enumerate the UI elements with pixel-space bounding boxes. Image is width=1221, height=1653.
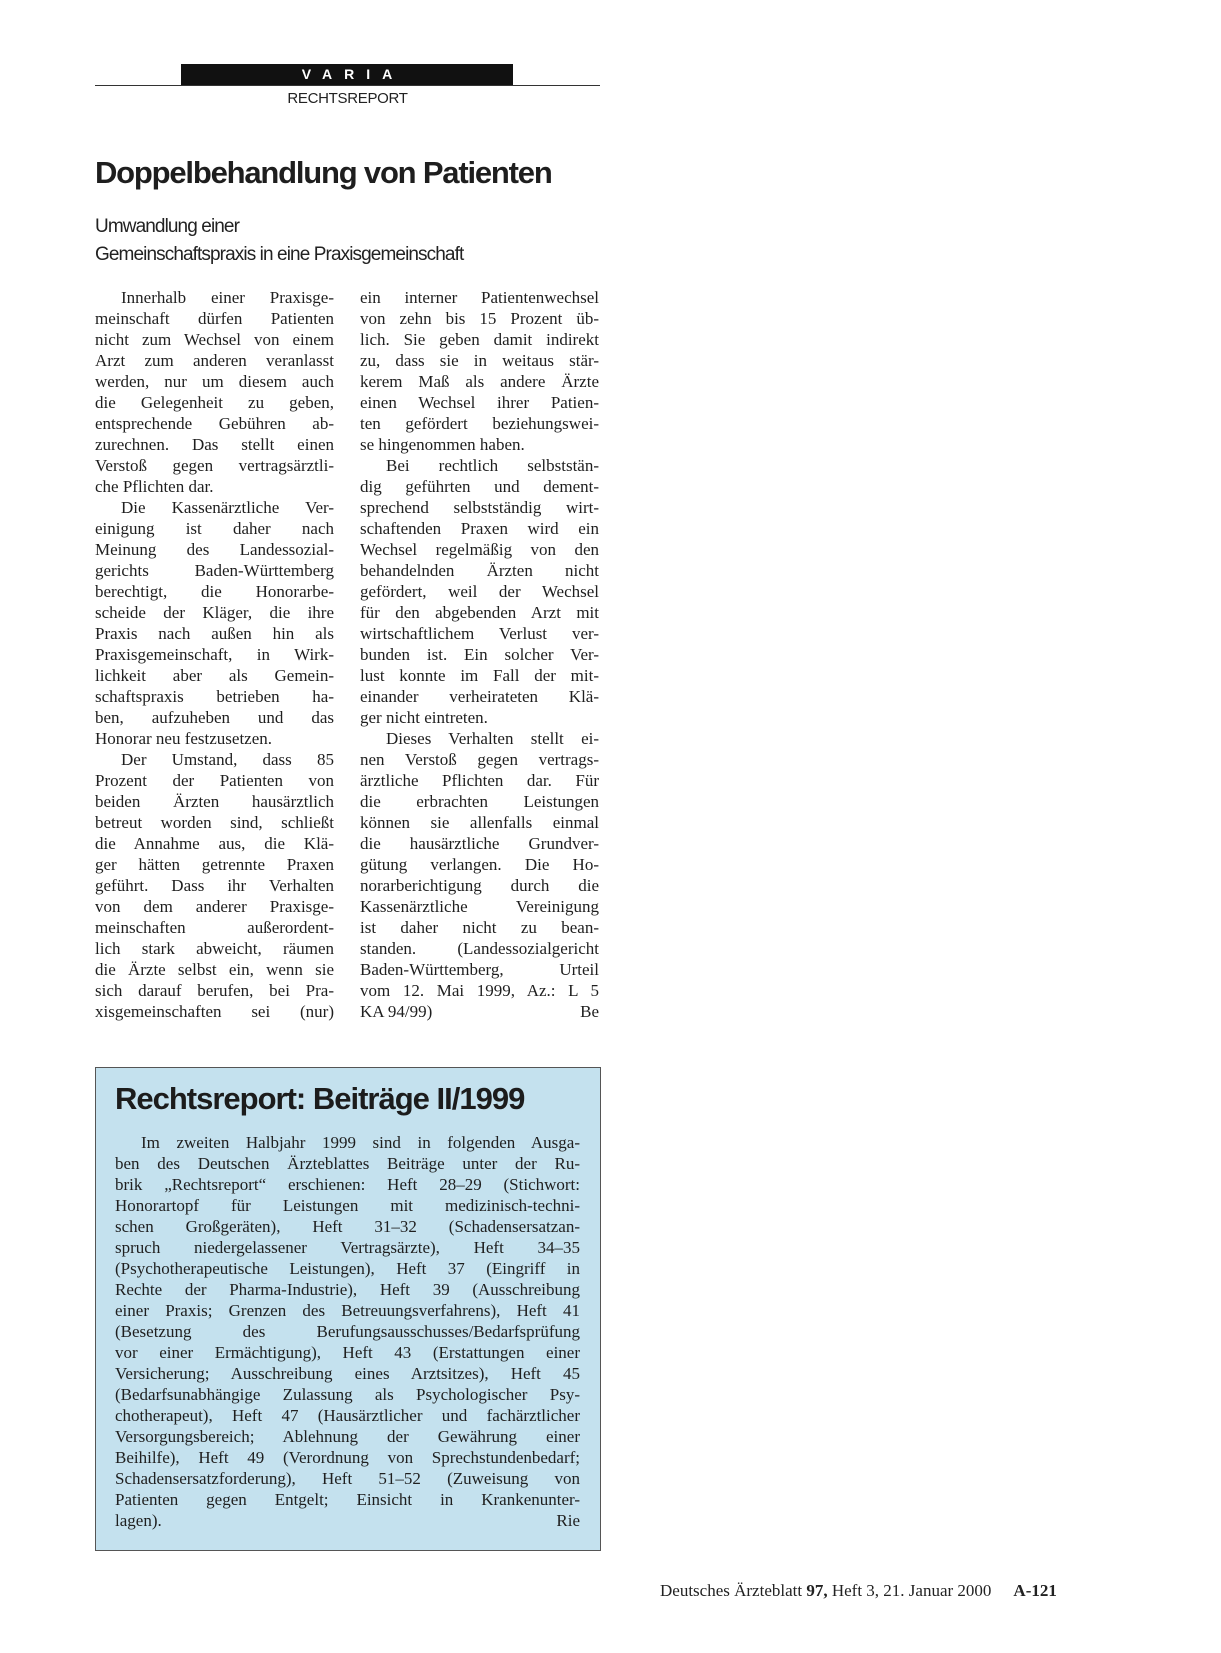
text-line: Schadensersatzforderung), Heft 51–52 (Zuweisung von xyxy=(115,1469,580,1488)
text-line: einen Wechsel ihrer Patien- xyxy=(360,393,599,412)
footer-page-number: A-121 xyxy=(1013,1581,1057,1600)
text-line: werden, nur um diesem auch xyxy=(95,372,334,391)
text-line: chotherapeut), Heft 47 (Hausärztlicher und fachärztlicher xyxy=(115,1406,580,1425)
section-band: VARIA xyxy=(181,64,513,85)
section-label: RECHTSREPORT xyxy=(287,90,408,107)
text-line: zurechnen. Das stellt einen xyxy=(95,435,334,454)
article-title: Doppelbehandlung von Patienten xyxy=(95,155,552,190)
text-line: lich. Sie geben damit indirekt xyxy=(360,330,599,349)
text-line: die Ärzte selbst ein, wenn sie xyxy=(95,960,334,979)
text-line: Versicherung; Ausschreibung eines Arztsitzes), Heft 45 xyxy=(115,1364,580,1383)
text-line: Praxisgemeinschaft, in Wirk- xyxy=(95,645,334,664)
subtitle-line: Gemeinschaftspraxis in eine Praxisgemeinschaft xyxy=(95,244,464,265)
text-line xyxy=(360,1001,599,1022)
text-line: Verstoß gegen vertragsärztli- xyxy=(95,456,334,475)
text-line: kerem Maß als andere Ärzte xyxy=(360,372,599,391)
article-subtitle xyxy=(95,213,615,269)
text-line: sich darauf berufen, bei Pra- xyxy=(95,981,334,1000)
text-line: einander verheirateten Klä- xyxy=(360,687,599,706)
text-line: vom 12. Mai 1999, Az.: L 5 xyxy=(360,981,599,1000)
text-line: meinschaft dürfen Patienten xyxy=(95,309,334,328)
text-line: zu, dass sie in weitaus stär- xyxy=(360,351,599,370)
text-line: Prozent der Patienten von xyxy=(95,771,334,790)
text-line: gütung verlangen. Die Ho- xyxy=(360,855,599,874)
text-line: schen Großgeräten), Heft 31–32 (Schadensersatzan- xyxy=(115,1217,580,1236)
text-line: die Gelegenheit zu geben, xyxy=(95,393,334,412)
text-line: die erbrachten Leistungen xyxy=(360,792,599,811)
text-line: ist daher nicht zu bean- xyxy=(360,918,599,937)
text-line: betreut worden sind, schließt xyxy=(95,813,334,832)
text-line: Beihilfe), Heft 49 (Verordnung von Sprechstundenbedarf; xyxy=(115,1448,580,1467)
text-line: lust konnte im Fall der mit- xyxy=(360,666,599,685)
text-line: Versorgungsbereich; Ablehnung der Gewährung einer xyxy=(115,1427,580,1446)
header-rule xyxy=(95,85,600,86)
text-line: geführt. Dass ihr Verhalten xyxy=(95,876,334,895)
text-line: die hausärztliche Grundver- xyxy=(360,834,599,853)
text-line: spruch niedergelassener Vertragsärzte), Heft 34–35 xyxy=(115,1238,580,1257)
text-line: nen Verstoß gegen vertrags- xyxy=(360,750,599,769)
author-initials: Be xyxy=(580,1002,599,1021)
text-line: Praxis nach außen hin als xyxy=(95,624,334,643)
text-line: nicht zum Wechsel von einem xyxy=(95,330,334,349)
footer-issue: Heft 3, 21. Januar 2000 xyxy=(827,1581,992,1600)
text-line: brik „Rechtsreport“ erschienen: Heft 28–29 (Stichwort: xyxy=(115,1175,580,1194)
text-line: ein interner Patientenwechsel xyxy=(360,288,599,307)
footer-volume: 97, xyxy=(806,1581,828,1600)
text-line: bunden ist. Ein solcher Ver- xyxy=(360,645,599,664)
text-line: Baden-Württemberg, Urteil xyxy=(360,960,599,979)
text-fragment: lagen). xyxy=(115,1511,162,1530)
text-line: wirtschaftlichem Verlust ver- xyxy=(360,624,599,643)
text-line: vor einer Ermächtigung), Heft 43 (Erstattungen einer xyxy=(115,1343,580,1362)
article-column-1 xyxy=(95,287,334,1022)
text-fragment: KA 94/99) xyxy=(360,1002,433,1021)
text-line: ärztliche Pflichten dar. Für xyxy=(360,771,599,790)
text-line: Innerhalb einer Praxisge- xyxy=(121,288,334,307)
text-line: ger hätten getrennte Praxen xyxy=(95,855,334,874)
text-line: (Psychotherapeutische Leistungen), Heft 37 (Eingriff in xyxy=(115,1259,580,1278)
text-line: berechtigt, die Honorarbe- xyxy=(95,582,334,601)
text-line: können sie allenfalls einmal xyxy=(360,813,599,832)
text-line: xisgemeinschaften sei (nur) xyxy=(95,1002,334,1021)
text-line: von dem anderer Praxisge- xyxy=(95,897,334,916)
text-line: standen. (Landessozialgericht xyxy=(360,939,599,958)
info-box-body xyxy=(115,1132,580,1531)
text-line: scheide der Kläger, die ihre xyxy=(95,603,334,622)
text-line: se hingenommen haben. xyxy=(360,435,525,454)
text-line: schaftenden Praxen wird ein xyxy=(360,519,599,538)
text-line xyxy=(115,1510,580,1531)
text-line: Dieses Verhalten stellt ei- xyxy=(386,729,599,748)
info-box xyxy=(95,1067,601,1551)
text-line: ger nicht eintreten. xyxy=(360,708,488,727)
text-line: beiden Ärzten hausärztlich xyxy=(95,792,334,811)
text-line: Honorartopf für Leistungen mit medizinisch-techni- xyxy=(115,1196,580,1215)
text-line: lichkeit aber als Gemein- xyxy=(95,666,334,685)
text-line: meinschaften außerordent- xyxy=(95,918,334,937)
text-line: Bei rechtlich selbststän- xyxy=(386,456,599,475)
text-line: Kassenärztliche Vereinigung xyxy=(360,897,599,916)
author-initials: Rie xyxy=(556,1511,580,1530)
text-line: norarberichtigung durch die xyxy=(360,876,599,895)
text-line: von zehn bis 15 Prozent üb- xyxy=(360,309,599,328)
text-line: Rechte der Pharma-Industrie), Heft 39 (Ausschreibung xyxy=(115,1280,580,1299)
text-line: Patienten gegen Entgelt; Einsicht in Krankenunter- xyxy=(115,1490,580,1509)
text-line: Honorar neu festzusetzen. xyxy=(95,729,273,748)
text-line: einer Praxis; Grenzen des Betreuungsverfahrens), Heft 41 xyxy=(115,1301,580,1320)
text-line: lich stark abweicht, räumen xyxy=(95,939,334,958)
text-line: (Bedarfsunabhängige Zulassung als Psychologischer Psy- xyxy=(115,1385,580,1404)
text-line: die Annahme aus, die Klä- xyxy=(95,834,334,853)
article-column-2 xyxy=(360,287,599,1022)
subtitle-line: Umwandlung einer xyxy=(95,216,240,237)
text-line: behandelnden Ärzten nicht xyxy=(360,561,599,580)
page-footer xyxy=(660,1581,1130,1601)
text-line: Arzt zum anderen veranlasst xyxy=(95,351,334,370)
text-line: für den abgebenden Arzt mit xyxy=(360,603,599,622)
text-line: dig geführten und dement- xyxy=(360,477,599,496)
text-line: schaftspraxis betrieben ha- xyxy=(95,687,334,706)
text-line: Meinung des Landessozial- xyxy=(95,540,334,559)
text-line: ten gefördert beziehungswei- xyxy=(360,414,599,433)
footer-publication: Deutsches Ärzteblatt xyxy=(660,1581,807,1600)
text-line: (Besetzung des Berufungsausschusses/Bedarfsprüfung xyxy=(115,1322,580,1341)
text-line: entsprechende Gebühren ab- xyxy=(95,414,334,433)
text-line: Wechsel regelmäßig von den xyxy=(360,540,599,559)
text-line: gefördert, weil der Wechsel xyxy=(360,582,599,601)
text-line: ben, aufzuheben und das xyxy=(95,708,334,727)
text-line: einigung ist daher nach xyxy=(95,519,334,538)
text-line: Der Umstand, dass 85 xyxy=(121,750,334,769)
info-box-title: Rechtsreport: Beiträge II/1999 xyxy=(115,1081,525,1116)
text-line: Im zweiten Halbjahr 1999 sind in folgenden Ausga- xyxy=(141,1133,580,1152)
text-line: Die Kassenärztliche Ver- xyxy=(121,498,334,517)
text-line: sprechend selbstständig wirt- xyxy=(360,498,599,517)
text-line: che Pflichten dar. xyxy=(95,477,214,496)
text-line: ben des Deutschen Ärzteblattes Beiträge unter der Ru- xyxy=(115,1154,580,1173)
text-line: gerichts Baden-Württemberg xyxy=(95,561,334,580)
